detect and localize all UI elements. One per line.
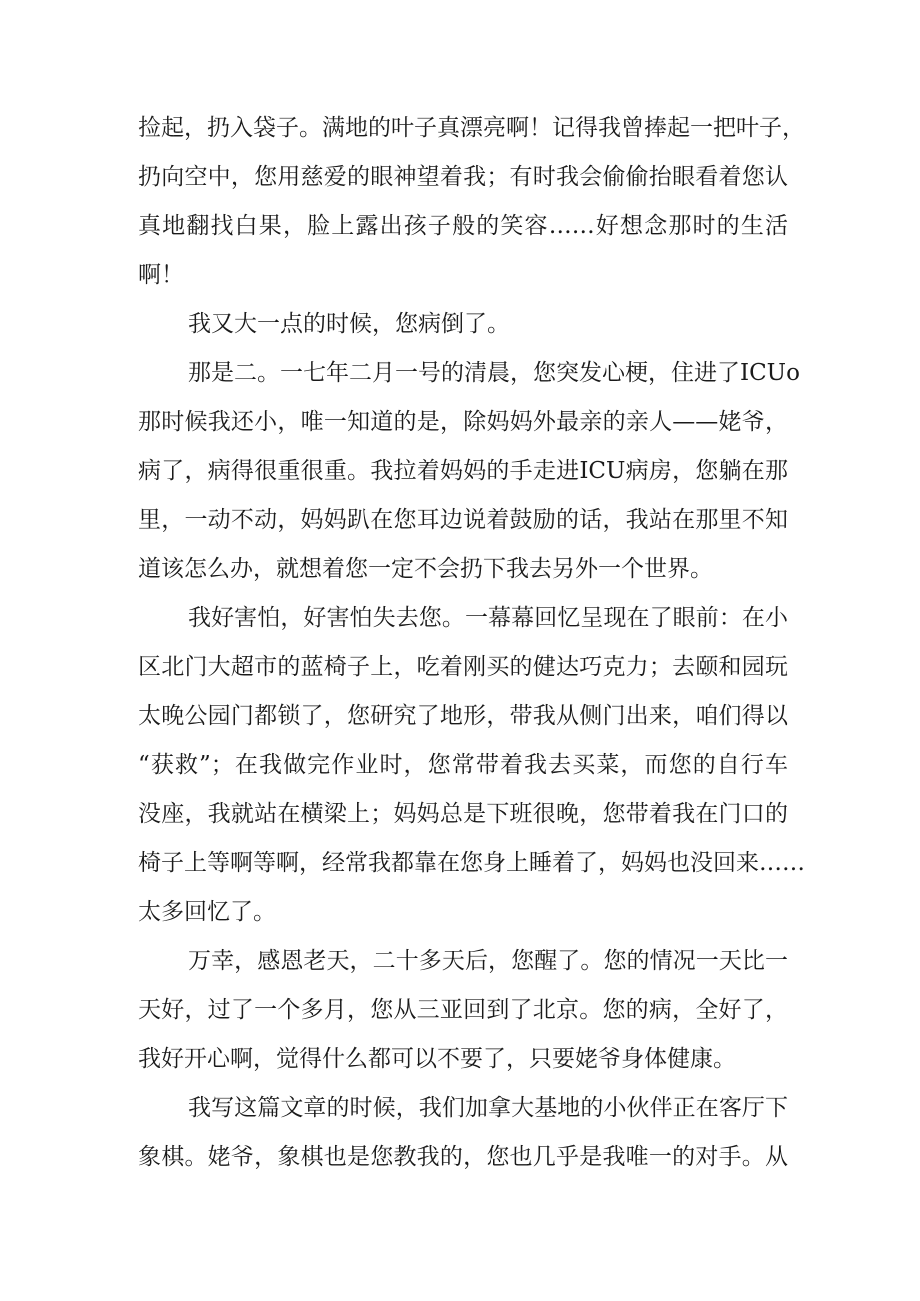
text-line: 我写这篇文章的时候，我们加拿大基地的小伙伴正在客厅下 [188, 1095, 788, 1121]
text-line: 啊！ [138, 262, 184, 288]
text-line: “获救”；在我做完作业时，您常带着我去买菜，而您的自行车 [138, 752, 788, 778]
text-line: 太多回忆了。 [138, 899, 276, 925]
text-line: 象棋。姥爷，象棋也是您教我的，您也几乎是我唯一的对手。从 [138, 1144, 788, 1170]
text-line: 那时候我还小，唯一知道的是，除妈妈外最亲的亲人——姥爷， [138, 409, 788, 435]
text-line: 我好害怕，好害怕失去您。一幕幕回忆呈现在了眼前：在小 [188, 605, 788, 631]
text-line: 我好开心啊，觉得什么都可以不要了，只要姥爷身体健康。 [138, 1046, 736, 1072]
text-line: 天好，过了一个多月，您从三亚回到了北京。您的病，全好了， [138, 997, 788, 1023]
text-line: 里，一动不动，妈妈趴在您耳边说着鼓励的话，我站在那里不知 [138, 507, 788, 533]
text-line: 道该怎么办，就想着您一定不会扔下我去另外一个世界。 [138, 556, 713, 582]
text-line: 我又大一点的时候，您病倒了。 [188, 311, 510, 337]
text-line: 那是二。一七年二月一号的清晨，您突发心梗，住进了ICUo [188, 360, 800, 386]
text-line: 病了，病得很重很重。我拉着妈妈的手走进ICU病房，您躺在那 [138, 458, 788, 484]
text-line: 扔向空中，您用慈爱的眼神望着我；有时我会偷偷抬眼看着您认 [138, 164, 788, 190]
text-line: 真地翻找白果，脸上露出孩子般的笑容……好想念那时的生活 [138, 213, 788, 239]
text-line: 捡起，扔入袋子。满地的叶子真漂亮啊！记得我曾捧起一把叶子， [138, 115, 805, 141]
text-line: 万幸，感恩老天，二十多天后，您醒了。您的情况一天比一 [188, 948, 788, 974]
text-line: 没座，我就站在横梁上；妈妈总是下班很晚，您带着我在门口的 [138, 801, 788, 827]
text-line: 太晚公园门都锁了，您研究了地形，带我从侧门出来，咱们得以 [138, 703, 788, 729]
text-line: 椅子上等啊等啊，经常我都靠在您身上睡着了，妈妈也没回来…… [138, 850, 805, 876]
text-line: 区北门大超市的蓝椅子上，吃着刚买的健达巧克力；去颐和园玩 [138, 654, 788, 680]
